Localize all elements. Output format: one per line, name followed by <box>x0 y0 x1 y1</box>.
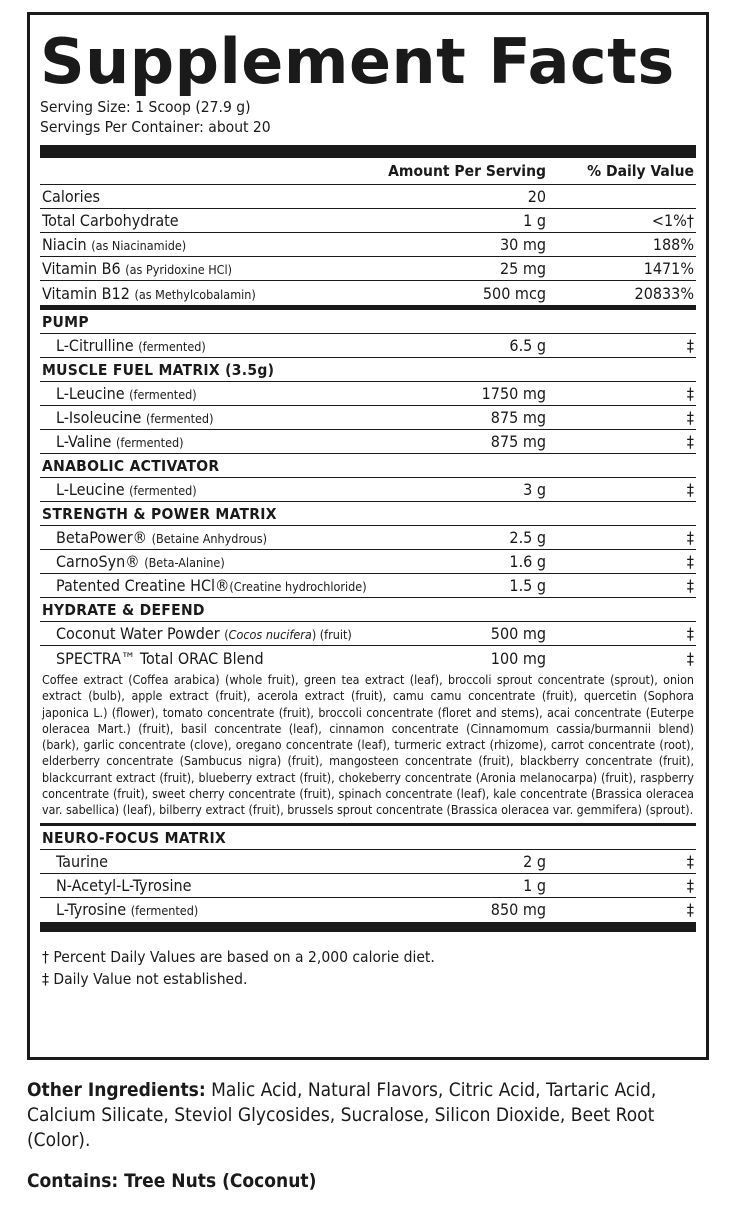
ingredient-row: N-Acetyl-L-Tyrosine 1 g ‡ <box>40 874 696 898</box>
footnotes <box>40 946 696 990</box>
amount-header: Amount Per Serving <box>388 162 546 180</box>
section-title-anabolic: ANABOLIC ACTIVATOR <box>40 454 696 478</box>
servings-per-container: Servings Per Container: about 20 <box>40 118 271 136</box>
nutrient-row: Vitamin B12 (as Methylcobalamin) 500 mcg 20833% <box>42 283 694 303</box>
section-title-muscle: MUSCLE FUEL MATRIX (3.5g) <box>40 358 696 382</box>
section-title-strength: STRENGTH & POWER MATRIX <box>40 502 696 526</box>
ingredient-row: CarnoSyn® (Beta-Alanine) 1.6 g ‡ <box>40 550 696 574</box>
nutrient-row: Niacin (as Niacinamide) 30 mg 188% <box>40 233 696 257</box>
section-title-neuro: NEURO-FOCUS MATRIX <box>40 826 696 850</box>
nutrient-row: Calories 20 <box>40 185 696 209</box>
ingredient-row: L-Isoleucine (fermented) 875 mg ‡ <box>40 406 696 430</box>
allergen-statement: Contains: Tree Nuts (Coconut) <box>27 1170 317 1192</box>
ingredient-row: SPECTRA™ Total ORAC Blend 100 mg ‡ <box>56 648 694 668</box>
other-ingredients-label: Other Ingredients: <box>27 1079 206 1101</box>
nutrient-list <box>40 185 696 305</box>
thick-divider <box>40 145 696 158</box>
serving-size: Serving Size: 1 Scoop (27.9 g) <box>40 98 251 116</box>
ingredient-row: L-Citrulline (fermented) 6.5 g ‡ <box>40 334 696 358</box>
dv-header: % Daily Value <box>587 162 694 180</box>
other-ingredients <box>27 1078 717 1153</box>
ingredient-row: L-Tyrosine (fermented) 850 mg ‡ <box>56 900 694 920</box>
orac-blend-text: Coffee extract (Coffea arabica) (whole fruit), green tea extract (leaf), broccoli sprout concentrate (sprout), onion extract (bulb), apple extract (fruit), acerola extract (fruit), camu camu concentrate (fruit), quercetin (Sophora japonica L.) (flower), tomato concentrate (fruit), broccoli concentrate (floret and stems), acai concentrate (Euterpe oleracea Mart.) (fruit), basil concentrate (leaf), cinnamon concentrate (Cinnamomum cassia/burmannii blend) (bark), garlic concentrate (clove), oregano concentrate (leaf), turmeric extract (rhizome), carrot concentrate (root), elderberry concentrate (Sambucus nigra) (fruit), mangosteen concentrate (fruit), blackberry concentrate (fruit), blackcurrant extract (fruit), blueberry extract (fruit), chokeberry concentrate (Aronia melanocarpa) (fruit), raspberry concentrate (fruit), sweet cherry concentrate (fruit), spinach concentrate (leaf), kale concentrate (Brassica oleracea var. sabellica) (leaf), bilberry extract (fruit), brussels sprout concentrate (Brassica oleracea var. gemmifera) (sprout). <box>40 670 696 826</box>
ingredient-row: L-Leucine (fermented) 3 g ‡ <box>40 478 696 502</box>
section-title-pump: PUMP <box>40 310 696 334</box>
panel-title: Supplement Facts <box>40 25 675 98</box>
ingredient-row: Patented Creatine HCl®(Creatine hydrochloride) 1.5 g ‡ <box>40 574 696 598</box>
other-ingredients-text: Malic Acid, Natural Flavors, Citric Acid, Tartaric Acid, Calcium Silicate, Steviol Glycosides, Sucralose, Silicon Dioxide, Beet Root (Color). <box>27 1079 657 1151</box>
nutrient-row: Vitamin B6 (as Pyridoxine HCl) 25 mg 1471% <box>40 257 696 281</box>
ingredient-row: Taurine 2 g ‡ <box>40 850 696 874</box>
ingredient-row: L-Valine (fermented) 875 mg ‡ <box>40 430 696 454</box>
supplement-facts-panel <box>27 12 709 1060</box>
column-header <box>40 158 696 185</box>
ingredient-row: Coconut Water Powder (Cocos nucifera) (fruit) 500 mg ‡ <box>40 622 696 646</box>
thick-divider <box>40 922 696 932</box>
ingredient-row: BetaPower® (Betaine Anhydrous) 2.5 g ‡ <box>40 526 696 550</box>
ingredient-row: L-Leucine (fermented) 1750 mg ‡ <box>40 382 696 406</box>
footnote-double-dagger: ‡ Daily Value not established. <box>42 969 248 988</box>
footnote-dagger: † Percent Daily Values are based on a 2,000 calorie diet. <box>42 947 435 966</box>
section-title-hydrate: HYDRATE & DEFEND <box>40 598 696 622</box>
nutrient-row: Total Carbohydrate 1 g <1%† <box>40 209 696 233</box>
